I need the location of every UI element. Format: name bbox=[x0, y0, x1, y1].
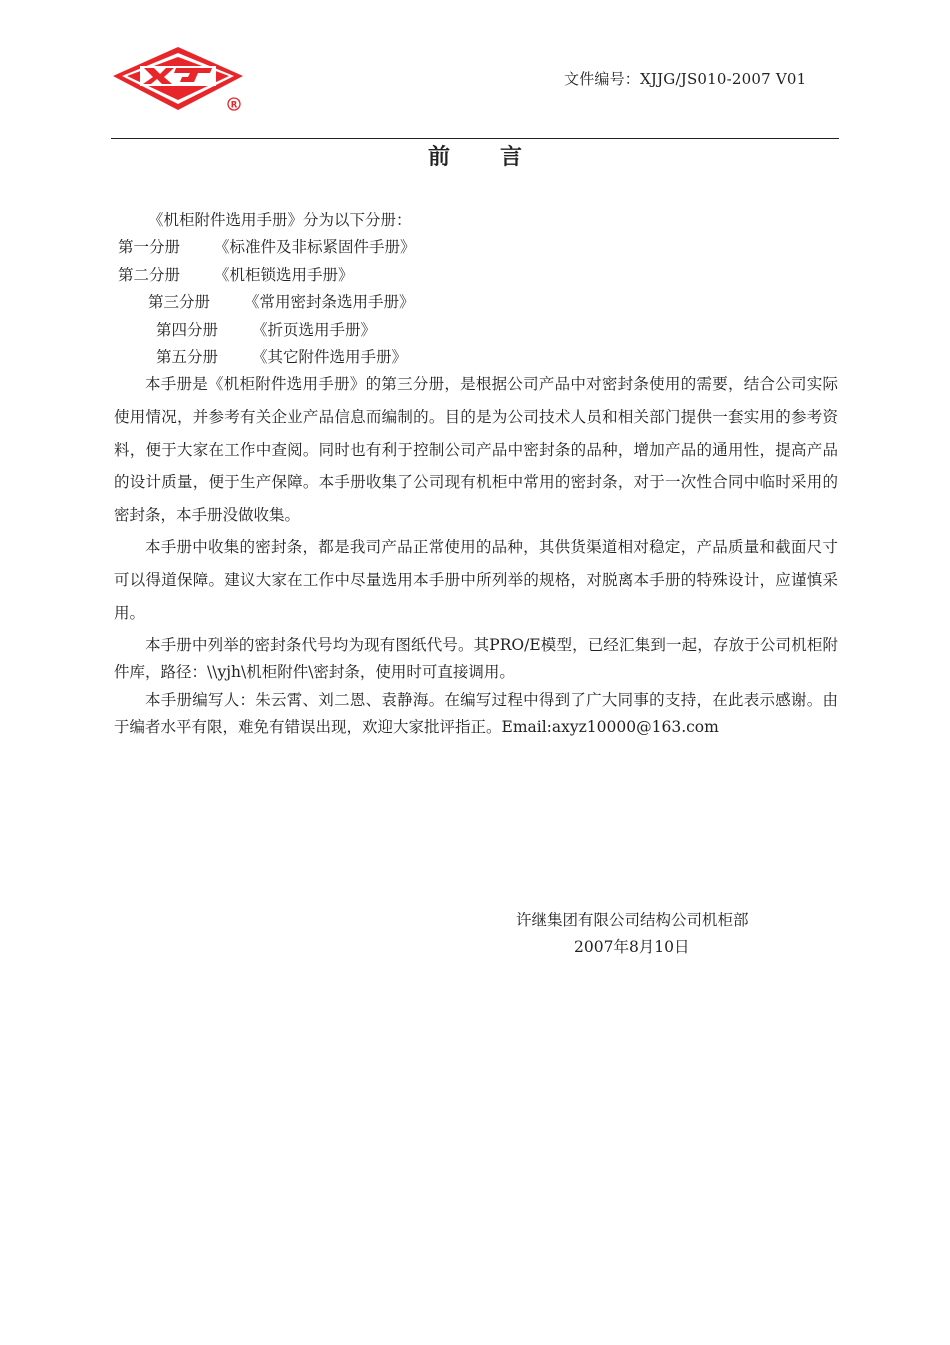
volume-item bbox=[118, 237, 416, 257]
title-char-1: 前 bbox=[427, 145, 450, 170]
title-char-2: 言 bbox=[500, 145, 523, 170]
document-number: 文件编号：XJJG/JS010-2007 V01 bbox=[564, 70, 807, 88]
signature-date: 2007年8月10日 bbox=[574, 938, 690, 956]
volume-name: 第四分册 bbox=[156, 321, 219, 339]
volume-name: 第二分册 bbox=[118, 266, 181, 284]
volume-title: 《其它附件选用手册》 bbox=[252, 348, 408, 366]
volume-title: 《常用密封条选用手册》 bbox=[244, 293, 415, 311]
signature-organization: 许继集团有限公司结构公司机柜部 bbox=[516, 911, 749, 929]
volume-item bbox=[156, 347, 407, 367]
volume-item bbox=[118, 265, 354, 285]
volume-name: 第三分册 bbox=[148, 293, 211, 311]
volume-name: 第一分册 bbox=[118, 238, 181, 256]
paragraph-purpose: 本手册是《机柜附件选用手册》的第三分册，是根据公司产品中对密封条使用的需要，结合公司实际使用情况，并参考有关企业产品信息而编制的。目的是为公司技术人员和相关部门提供一套实用的参考资料，便于大家在工作中查阅。同时也有利于控制公司产品中密封条的品种，增加产品的通用性，提高产品的设计质量，便于生产保障。本手册收集了公司现有机柜中常用的密封条，对于一次性合同中临时采用的密封条，本手册没做收集。 bbox=[114, 375, 838, 525]
volume-title: 《标准件及非标紧固件手册》 bbox=[214, 238, 416, 256]
paragraph-models: 本手册中列举的密封条代号均为现有图纸代号。其PRO/E模型，已经汇集到一起，存放于公司机柜附件库，路径：\\yjh\机柜附件\密封条，使用时可直接调用。 bbox=[114, 636, 838, 681]
svg-text:R: R bbox=[230, 100, 238, 111]
volume-title: 《机柜锁选用手册》 bbox=[214, 266, 354, 284]
company-logo bbox=[110, 44, 246, 114]
volume-title: 《折页选用手册》 bbox=[252, 321, 377, 339]
intro-line: 《机柜附件选用手册》分为以下分册： bbox=[148, 211, 412, 229]
paragraph-authors: 本手册编写人：朱云霄、刘二恩、袁静海。在编写过程中得到了广大同事的支持，在此表示感谢。由于编者水平有限，难免有错误出现，欢迎大家批评指正。Email:axyz10000@163.com bbox=[114, 691, 838, 736]
xj-logo-icon bbox=[110, 44, 246, 114]
volume-item bbox=[156, 320, 376, 340]
paragraph-sources: 本手册中收集的密封条，都是我司产品正常使用的品种，其供货渠道相对稳定，产品质量和截面尺寸可以得道保障。建议大家在工作中尽量选用本手册中所列举的规格，对脱离本手册的特殊设计，应谨慎采用。 bbox=[114, 538, 838, 622]
page-title bbox=[0, 140, 950, 171]
volume-item bbox=[148, 292, 415, 312]
header-divider bbox=[111, 138, 839, 139]
volume-name: 第五分册 bbox=[156, 348, 219, 366]
